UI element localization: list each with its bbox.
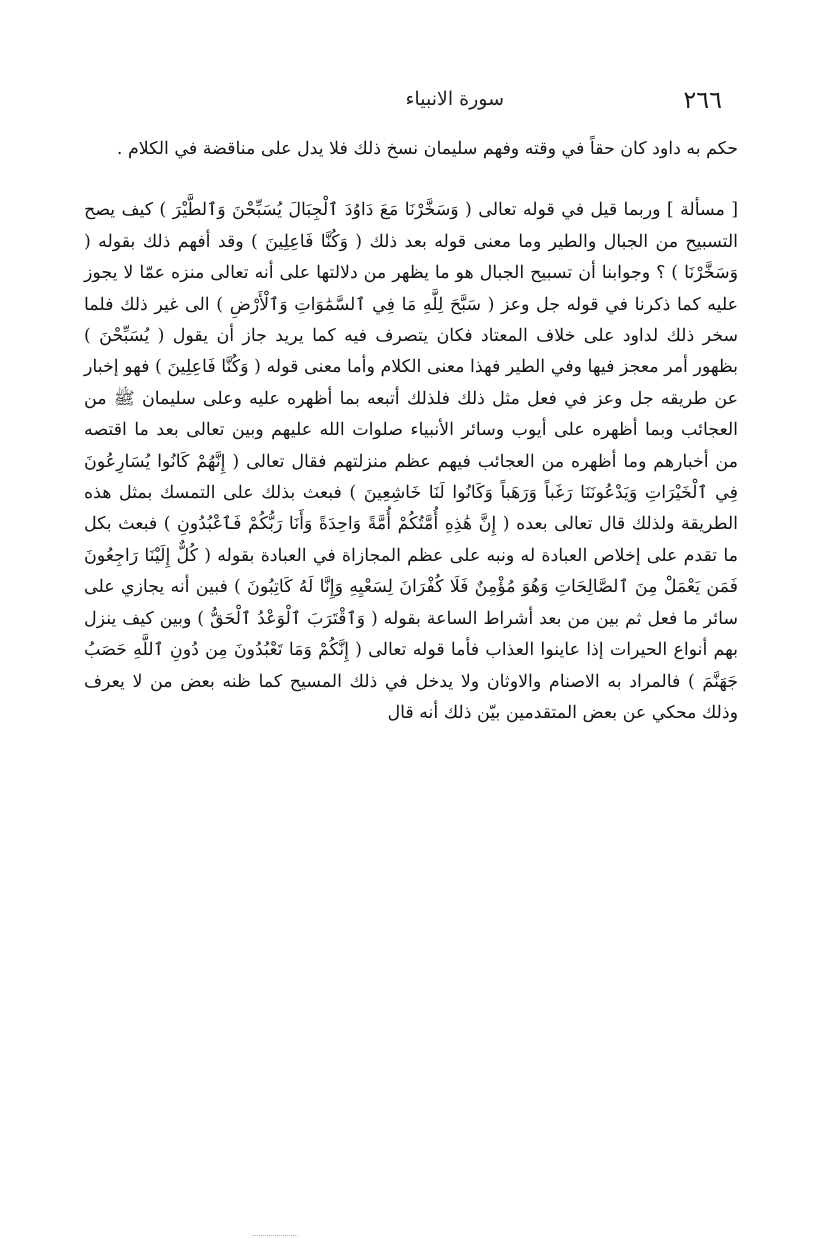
masala-text: وربما قيل في قوله تعالى ( وَسَخَّرْنَا مَعَ دَاوُدَ ٱلْجِبَالَ يُسَبِّحْنَ وَٱلطَّيْرَ ) كيف يصح التسبيح من الجبال والطير وما معنى قوله بعد ذلك ( وَكُنَّا فَاعِلِينَ ) وقد أفهم ذلك بقوله ( وَسَخَّرْنَا ) ؟ وجوابنا أن تسبيح الجبال هو ما يظهر من دلالتها على أنه تعالى منزه عمّا لا يجوز عليه كما ذكرنا في قوله جل وعز ( سَبَّحَ لِلَّهِ مَا فِي ٱلسَّمَٰوَاتِ وَٱلْأَرْضِ ) الى غير ذلك فلما سخر ذلك لداود على خلاف المعتاد فكان يتصرف فيه كما يريد جاز أن يقول ( يُسَبِّحْنَ ) بظهور أمر معجز فيها وفي الطير فهذا معنى الكلام وأما معنى قوله ( وَكُنَّا فَاعِلِينَ ) فهو إخبار عن طريقه جل وعز في فعل مثل ذلك فلذلك أتبعه بما أظهره عليه وعلى سليمان ﷺ من العجائب وبما أظهره على أيوب وسائر الأنبياء صلوات الله عليهم وبين تعالى بعد ما اقتصه من أخبارهم وما أظهره من العجائب فيهم عظم منزلتهم فقال تعالى ( إِنَّهُمْ كَانُوا يُسَارِعُونَ فِي ٱلْخَيْرَاتِ وَيَدْعُونَنَا رَغَباً وَرَهَباً وَكَانُوا لَنَا خَاشِعِينَ ) فبعث بذلك على التمسك بمثل هذه الطريقة ولذلك قال تعالى بعده ( إِنَّ هَٰذِهِ أُمَّتُكُمْ أُمَّةً وَاحِدَةً وَأَنَا رَبُّكُمْ فَٱعْبُدُونِ ) فبعث بكل ما تقدم على إخلاص العبادة له ونبه على عظم المجازاة في العبادة بقوله ( كُلٌّ إِلَيْنَا رَاجِعُونَ فَمَن يَعْمَلْ مِنَ ٱلصَّالِحَاتِ وَهُوَ مُؤْمِنٌ فَلَا كُفْرَانَ لِسَعْيِهِ وَإِنَّا لَهُ كَاتِبُونَ ) فبين أنه يجازي على سائر ما فعل ثم بين من بعد أشراط الساعة بقوله ( وَٱقْتَرَبَ ٱلْوَعْدُ ٱلْحَقُّ ) وبين كيف ينزل بهم أنواع الحيرات إذا عاينوا العذاب فأما قوله تعالى ( إِنَّكُمْ وَمَا تَعْبُدُونَ مِن دُونِ ٱللَّهِ حَصَبُ جَهَنَّمَ ) فالمراد به الاصنام والاوثان ولا يدخل في ذلك المسيح كما ظنه بعض من لا يعرف وذلك محكي عن بعض المتقدمين بيّن ذلك أنه قال xyxy=(84,200,738,723)
running-head xyxy=(0,84,830,118)
page-number: ٢٦٦ xyxy=(683,86,722,114)
masala-label: [ مسألة ] xyxy=(666,200,738,221)
chapter-title: سورة الانبياء xyxy=(405,88,504,110)
paragraph-masala xyxy=(84,195,738,729)
body-text xyxy=(84,134,738,729)
page-bottom-mark xyxy=(252,1235,298,1241)
paragraph-continuation: حكم به داود كان حقاً في وقته وفهم سليمان نسخ ذلك فلا يدل على مناقضة في الكلام . xyxy=(116,139,738,159)
